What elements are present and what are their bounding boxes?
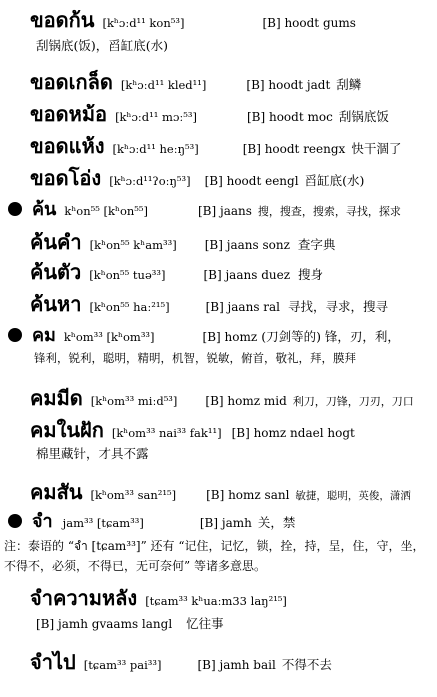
entry-row — [30, 4, 356, 36]
ipa-pronunciation: [kʰɔːd¹¹ kled¹¹] — [120, 78, 207, 92]
entry-row — [30, 226, 335, 258]
thai-headword: ขอดก้น — [30, 8, 95, 32]
entry-row — [30, 476, 411, 508]
bouyei-equivalent: [B] hoodt eengl — [204, 174, 299, 188]
thai-headword: ขอดแห้ง — [30, 134, 105, 158]
chinese-gloss: 不得不去 — [281, 657, 332, 672]
entry-row — [8, 506, 295, 535]
chinese-gloss: 刮鳞 — [336, 77, 362, 92]
entry-row — [30, 256, 323, 288]
chinese-gloss: 查字典 — [297, 237, 336, 252]
ipa-pronunciation: kʰon⁵⁵ [kʰon⁵⁵] — [64, 204, 148, 218]
bouyei-equivalent: [B] homz ndael hogt — [231, 426, 355, 440]
chinese-gloss: 锋利，锐利，聪明，精明，机智，锐敏，俯首，敬礼，拜，膜拜 — [34, 351, 356, 365]
thai-headword: ค้นหา — [30, 292, 82, 316]
thai-headword: ค้น — [32, 199, 57, 220]
entry-continuation — [36, 614, 224, 632]
bouyei-equivalent: [B] homz sanl — [206, 488, 290, 502]
chinese-gloss: 敏捷，聪明，英俊，潇洒 — [295, 490, 411, 502]
chinese-gloss: 搜，搜查，搜索，寻找，探求 — [257, 205, 401, 218]
entry-row — [30, 382, 414, 414]
thai-headword: จำ — [32, 511, 53, 532]
ipa-pronunciation: [kʰom³³ nai³³ fak¹¹] — [111, 426, 222, 440]
ipa-pronunciation: [kʰon⁵⁵ tuə³³] — [89, 268, 166, 282]
thai-headword: ค้นคำ — [30, 230, 82, 254]
entry-continuation — [34, 350, 356, 366]
ipa-pronunciation: [kʰom³³ san²¹⁵] — [90, 488, 177, 502]
chinese-gloss: 关，禁 — [257, 515, 296, 530]
bouyei-equivalent: [B] hoodt reengx — [242, 142, 346, 156]
entry-continuation — [36, 36, 168, 54]
entry-row — [30, 288, 388, 320]
thai-headword: ค้นตัว — [30, 260, 82, 284]
entry-row — [30, 162, 364, 194]
ipa-pronunciation: [kʰɔːd¹¹ heːŋ⁵³] — [112, 142, 199, 156]
chinese-gloss: 棉里藏针，才具不露 — [36, 446, 149, 461]
thai-headword: จำความหลัง — [30, 586, 138, 610]
bouyei-equivalent: [B] jaans sonz — [204, 238, 290, 252]
ipa-pronunciation: [kʰon⁵⁵ haː²¹⁵] — [89, 300, 170, 314]
usage-note — [4, 536, 432, 576]
ipa-pronunciation: jam³³ [tɕam³³] — [62, 516, 144, 530]
bouyei-equivalent: [B] jaans — [197, 204, 252, 218]
thai-headword: ขอดหม้อ — [30, 102, 108, 126]
chinese-gloss: 刮锅底饭 — [338, 109, 389, 124]
bullet-icon — [8, 328, 22, 342]
ipa-pronunciation: [kʰon⁵⁵ kʰam³³] — [89, 238, 177, 252]
chinese-gloss: 利刀，刀锋，刀刃，刀口 — [292, 395, 414, 408]
chinese-gloss: 搜身 — [298, 267, 324, 282]
bouyei-equivalent: [B] jaans duez — [203, 268, 291, 282]
entry-row — [30, 98, 389, 130]
entry-row — [30, 130, 401, 162]
entry-row — [30, 582, 287, 614]
bouyei-equivalent: [B] jamh gvaams langl — [36, 617, 173, 631]
bouyei-equivalent: [B] jamh bail — [197, 658, 276, 672]
bouyei-equivalent: [B] homz mid — [205, 394, 287, 408]
bullet-icon — [8, 514, 22, 528]
bouyei-equivalent: [B] hoodt gums — [262, 16, 356, 30]
bouyei-equivalent: [B] hoodt moc — [246, 110, 333, 124]
entry-row — [8, 320, 400, 349]
ipa-pronunciation: [kʰɔːd¹¹ kon⁵³] — [102, 16, 185, 30]
thai-headword: ขอดเกล็ด — [30, 70, 113, 94]
entry-row — [30, 414, 355, 446]
thai-headword: ขอดโอ่ง — [30, 166, 102, 190]
chinese-gloss: 忆往事 — [186, 616, 224, 631]
thai-headword: คมสัน — [30, 480, 83, 504]
ipa-pronunciation: [kʰɔːd¹¹ʔoːŋ⁵³] — [109, 174, 191, 188]
chinese-gloss: 寻找，寻求，搜寻 — [288, 299, 389, 314]
ipa-pronunciation: kʰom³³ [kʰom³³] — [63, 330, 155, 344]
bouyei-equivalent: [B] jaans ral — [205, 300, 281, 314]
thai-headword: คมมีด — [30, 386, 83, 410]
ipa-pronunciation: [kʰom³³ miːd⁵³] — [90, 394, 178, 408]
entry-row — [30, 646, 332, 678]
ipa-pronunciation: [kʰɔːd¹¹ mɔː⁵³] — [115, 110, 197, 124]
ipa-pronunciation: [tɕam³³ pai³³] — [83, 658, 162, 672]
chinese-gloss: 快干涸了 — [351, 141, 402, 156]
bouyei-equivalent: [B] jamh — [199, 516, 252, 530]
chinese-gloss: 刮锅底(饭)，舀缸底(水) — [36, 38, 169, 53]
thai-headword: คม — [32, 325, 56, 346]
entry-row — [8, 194, 401, 223]
bullet-icon — [8, 202, 22, 216]
chinese-gloss: 舀缸底(水) — [304, 173, 365, 188]
thai-headword: จำไป — [30, 650, 76, 674]
thai-headword: คมในฝัก — [30, 418, 104, 442]
chinese-gloss: (刀剑等的) 锋，刃，利， — [261, 329, 400, 344]
bouyei-equivalent: [B] hoodt jadt — [246, 78, 331, 92]
note-text: 注：泰语的 “จำ [tɕam³³]” 还有 “记住，记忆，锁，拴，持，呈，住，守，坐，不得不，必须，不得已，无可奈何” 等诸多意思。 — [4, 539, 425, 573]
bouyei-equivalent: [B] homz — [202, 330, 258, 344]
entry-row — [30, 66, 361, 98]
entry-continuation — [36, 444, 149, 462]
ipa-pronunciation: [tɕam³³ kʰuaːm33 laŋ²¹⁵] — [145, 594, 287, 608]
